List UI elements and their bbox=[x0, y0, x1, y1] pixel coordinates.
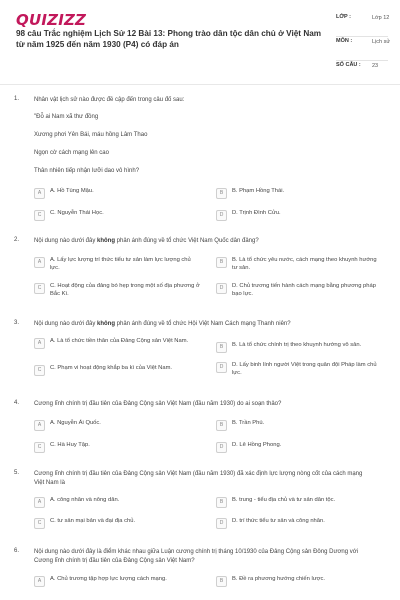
option-letter: D bbox=[216, 362, 227, 373]
quote-line: Xương phơi Yên Bái, máu hồng Lâm Thao bbox=[34, 132, 148, 138]
subject-value: Lịch sử bbox=[372, 39, 391, 45]
count-value: 23 bbox=[372, 63, 379, 69]
page-title: 98 câu Trắc nghiệm Lịch Sử 12 Bài 13: Phong trào dân tộc dân chủ ở Việt Nam từ năm 1925 đến năm 1930 (P4) có đáp án bbox=[16, 29, 322, 49]
option-letter: D bbox=[216, 283, 227, 294]
option-letter: B bbox=[216, 420, 227, 431]
option-text: C. Nguyễn Thái Học. bbox=[50, 210, 104, 216]
option-letter: B bbox=[216, 342, 227, 353]
question-number: 2. bbox=[14, 237, 20, 243]
option-text: B. trung - tiểu địa chủ và tư sản dân tộc. bbox=[232, 497, 336, 503]
question-text: Nội dung nào dưới đây không phản ánh đúng về tổ chức Hội Việt Nam Cách mạng Thanh niên? bbox=[34, 321, 291, 327]
option-letter: A bbox=[34, 497, 45, 508]
question-text: Nội dung nào dưới đây không phản ánh đúng về tổ chức Việt Nam Quốc dân đảng? bbox=[34, 238, 259, 244]
grade-label: LỚP : bbox=[336, 14, 351, 20]
option-text: A. Chủ trương tập hợp lực lượng cách mạng. bbox=[50, 576, 167, 582]
question-number: 4. bbox=[14, 400, 20, 406]
option-letter: A bbox=[34, 188, 45, 199]
option-letter: A bbox=[34, 257, 45, 268]
option-letter: C bbox=[34, 283, 45, 294]
option-text: A. Là tổ chức tiền thân của Đảng Cộng sản Việt Nam. bbox=[50, 338, 189, 344]
option-text: C. Hà Huy Tập. bbox=[50, 442, 90, 448]
header-divider bbox=[0, 84, 400, 85]
emphasis-word: không bbox=[97, 238, 115, 244]
option-text: C. Hoạt động của đảng bó hẹp trong một số địa phương ở Bắc Kì. bbox=[50, 283, 200, 297]
grade-value: Lớp 12 bbox=[372, 15, 390, 21]
option-letter: C bbox=[34, 518, 45, 529]
option-letter: C bbox=[34, 210, 45, 221]
brand-logo: QUIZIZZ bbox=[16, 11, 87, 29]
option-text: A. Nguyễn Ái Quốc. bbox=[50, 420, 101, 426]
option-text: A. công nhân và nông dân. bbox=[50, 497, 120, 503]
quote-line: "Đỗ ai Nam xã thư đồng bbox=[34, 114, 99, 120]
meta-grade bbox=[336, 14, 388, 38]
question-text: Cương lĩnh chính trị đầu tiên của Đảng Cộng sản Việt Nam (đầu năm 1930) đã xác định lực lượng nòng cốt của cách mạng Việt Nam là bbox=[34, 471, 363, 486]
option-letter: D bbox=[216, 518, 227, 529]
emphasis-word: không bbox=[97, 321, 115, 327]
option-letter: A bbox=[34, 576, 45, 587]
option-letter: B bbox=[216, 576, 227, 587]
option-text: B. Là tổ chức yêu nước, cách mạng theo khuynh hướng tư sản. bbox=[232, 257, 377, 271]
option-letter: C bbox=[34, 365, 45, 376]
option-text: B. Là tổ chức chính trị theo khuynh hướng vô sản. bbox=[232, 342, 362, 348]
meta-divider bbox=[336, 36, 388, 37]
option-text: B. Đề ra phương hướng chiến lược. bbox=[232, 576, 325, 582]
question-number: 6. bbox=[14, 548, 20, 554]
question-number: 5. bbox=[14, 470, 20, 476]
worksheet-header bbox=[0, 0, 400, 78]
question-number: 1. bbox=[14, 96, 20, 102]
question-text: Nội dung nào dưới đây là điểm khác nhau giữa Luận cương chính trị tháng 10/1930 của Đảng Cộng sản Đông Dương với Cương lĩnh chính trị đầu tiên của Đảng Cộng sản Việt Nam? bbox=[34, 549, 359, 564]
worksheet-meta bbox=[336, 14, 391, 86]
meta-divider bbox=[336, 60, 388, 61]
quote-line: Ngọn cờ cách mạng lên cao bbox=[34, 150, 109, 156]
meta-subject bbox=[336, 38, 391, 62]
quote-line: Thân nhiên tiếp nhận lưỡi dao vô hình? bbox=[34, 168, 140, 174]
option-letter: C bbox=[34, 442, 45, 453]
option-letter: A bbox=[34, 420, 45, 431]
option-text: D. Trịnh Đình Cửu. bbox=[232, 210, 281, 216]
option-text: D. Chủ trương tiến hành cách mạng bằng phương pháp bạo lực. bbox=[232, 283, 376, 297]
subject-label: MÔN : bbox=[336, 38, 353, 44]
option-text: C. tư sản mại bản và đại địa chủ. bbox=[50, 518, 136, 524]
option-letter: D bbox=[216, 210, 227, 221]
option-text: D. Lê Hồng Phong. bbox=[232, 442, 282, 448]
question-text: Cương lĩnh chính trị đầu tiên của Đảng Cộng sản Việt Nam (đầu năm 1930) do ai soạn thảo? bbox=[34, 401, 282, 407]
option-text: D. trí thức tiểu tư sản và công nhân. bbox=[232, 518, 325, 524]
option-text: A. Hồ Tùng Mậu. bbox=[50, 188, 94, 194]
option-letter: D bbox=[216, 442, 227, 453]
count-label: SỐ CÂU : bbox=[336, 62, 361, 68]
option-letter: B bbox=[216, 497, 227, 508]
option-letter: B bbox=[216, 188, 227, 199]
option-text: B. Phạm Hồng Thái. bbox=[232, 188, 285, 194]
option-text: C. Phạm vi hoạt động khắp ba kì của Việt Nam. bbox=[50, 365, 173, 371]
question-number: 3. bbox=[14, 320, 20, 326]
option-letter: B bbox=[216, 257, 227, 268]
option-text: D. Lấy binh lính người Việt trong quân đội Pháp làm chủ lực. bbox=[232, 362, 377, 376]
option-letter: A bbox=[34, 338, 45, 349]
option-text: A. Lấy lực lượng trí thức tiểu tư sản làm lực lượng chủ lực. bbox=[50, 257, 191, 271]
option-text: B. Trần Phú. bbox=[232, 420, 265, 426]
meta-count bbox=[336, 62, 388, 86]
question-text: Nhân vật lịch sử nào được đề cập đến trong câu đố sau: bbox=[34, 97, 185, 103]
